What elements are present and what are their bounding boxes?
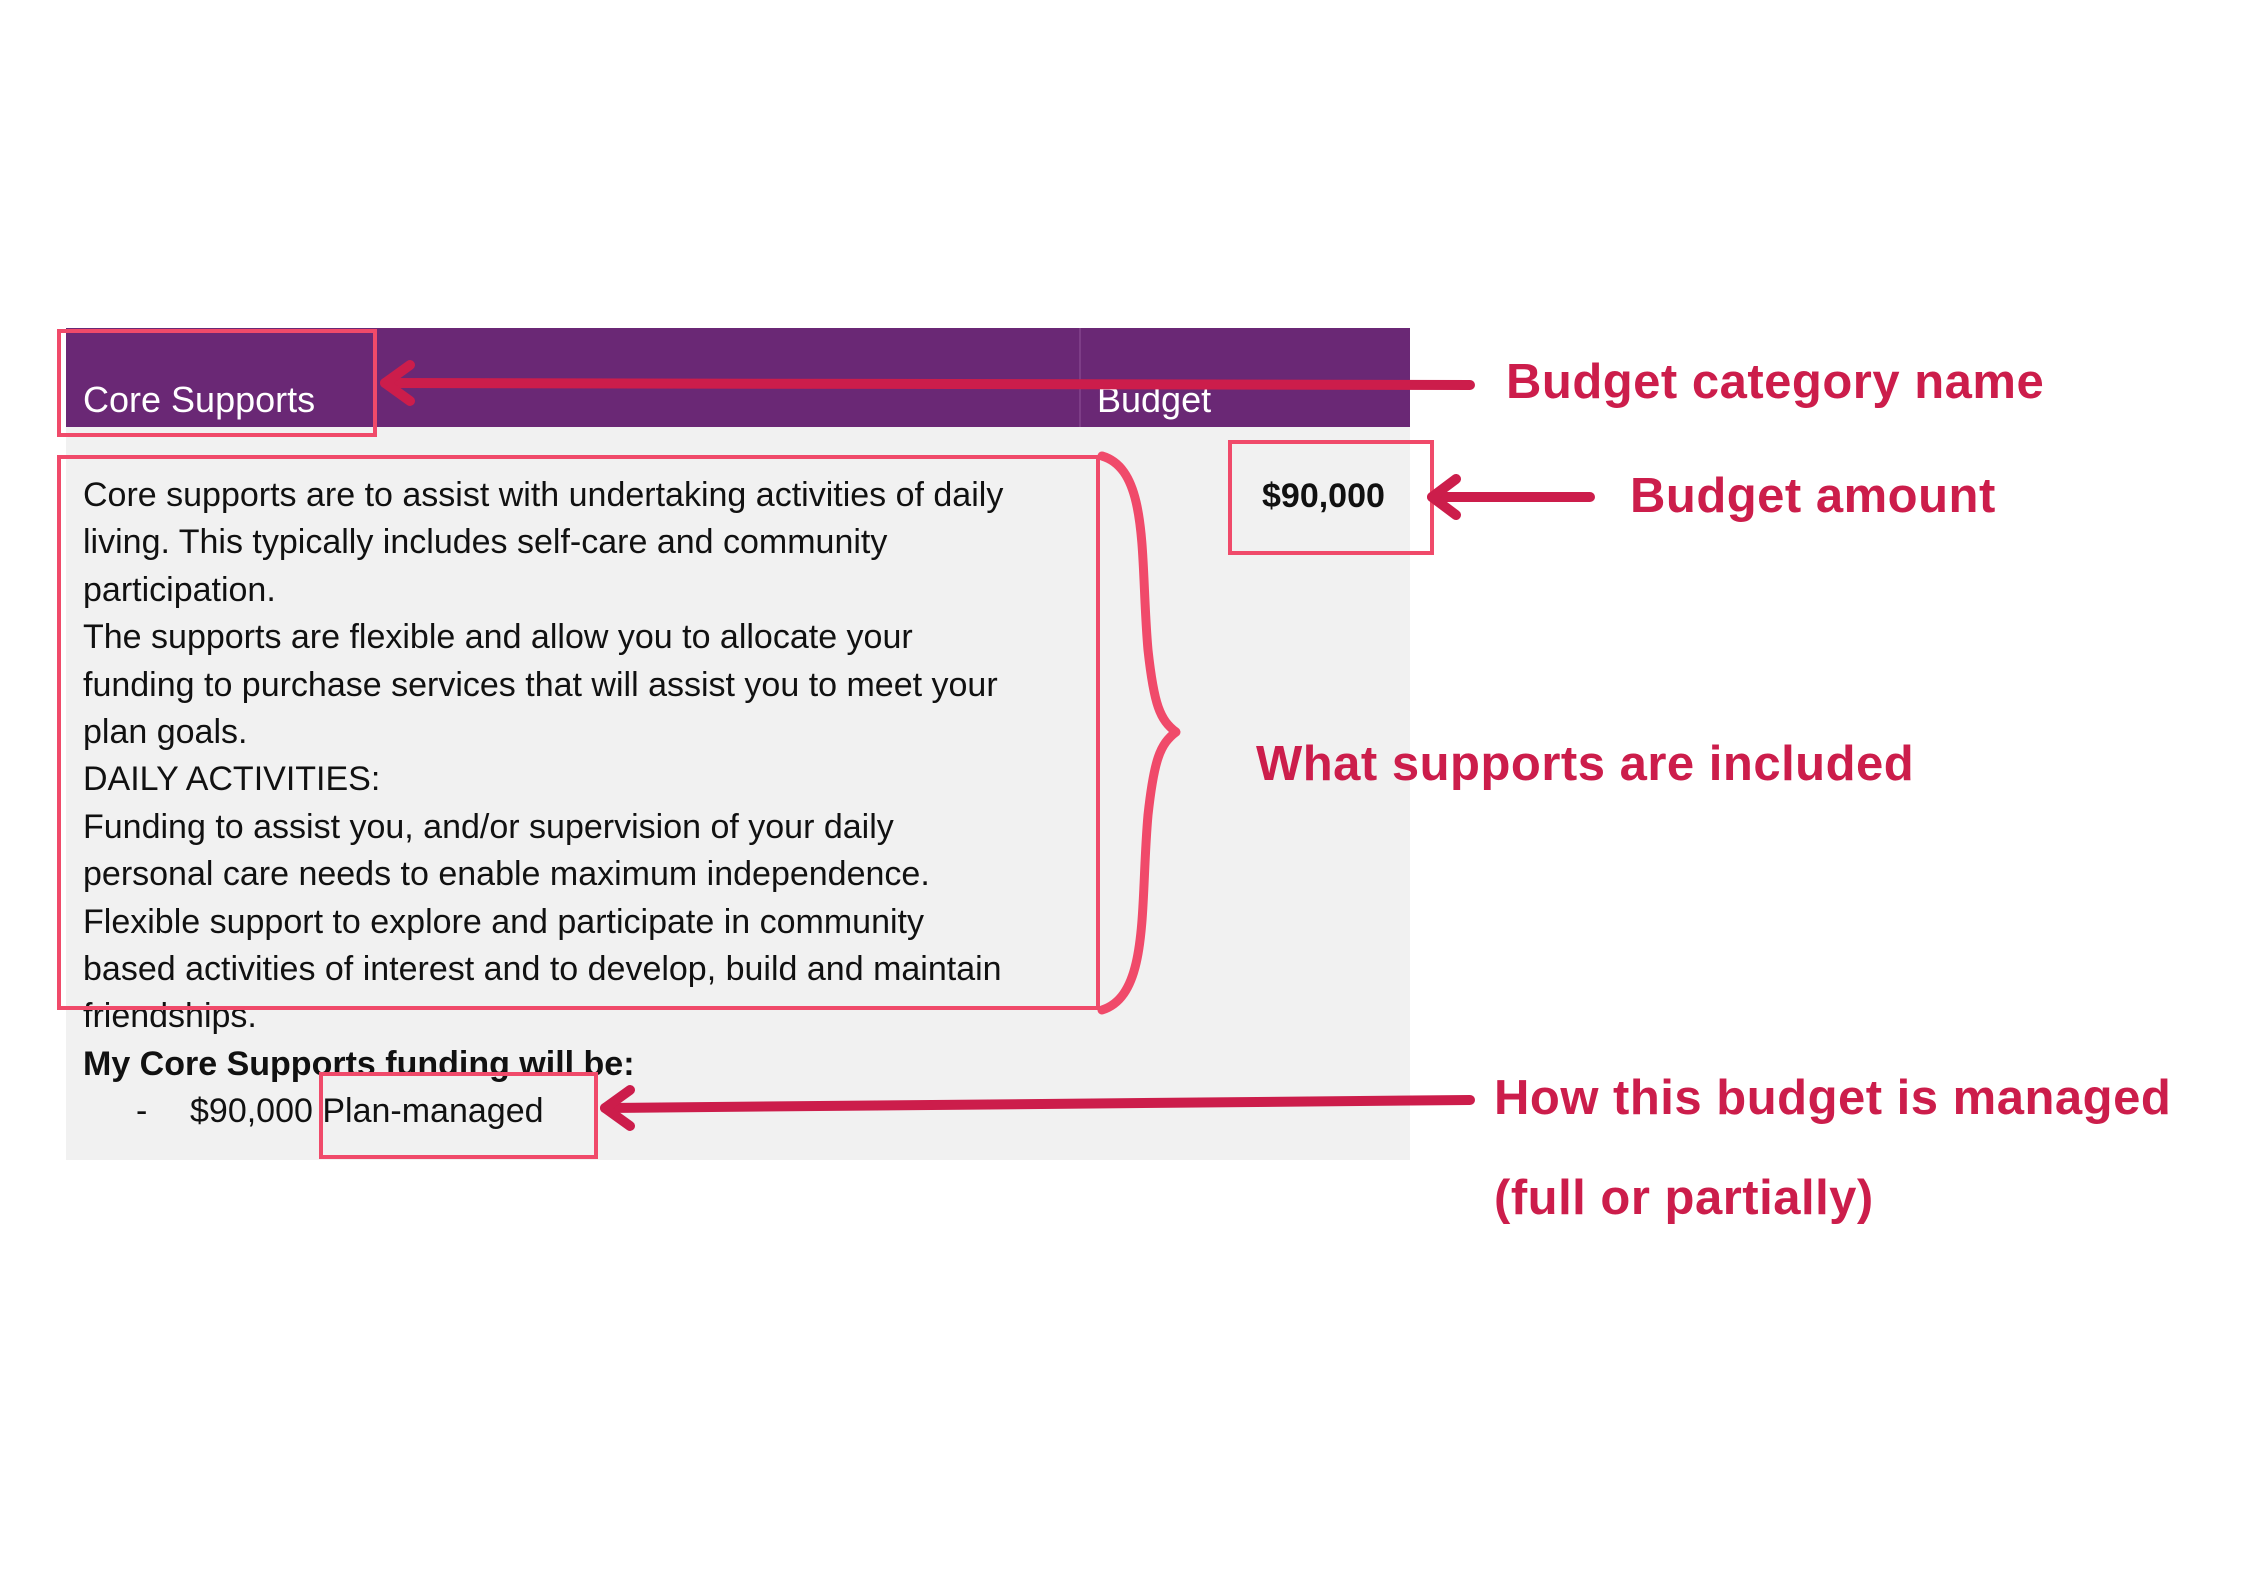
header-category-name: Core Supports xyxy=(83,379,316,420)
description-line: participation. xyxy=(83,570,276,609)
description-line: based activities of interest and to develop, build and maintain xyxy=(83,950,1002,989)
callout-budget-amount: Budget amount xyxy=(1630,469,1996,523)
description-line: Funding to assist you, and/or supervision of your daily xyxy=(83,807,894,846)
bullet-management-type: Plan-managed xyxy=(322,1092,544,1131)
curly-brace xyxy=(1102,456,1176,1010)
budget-amount: $90,000 xyxy=(1262,477,1385,515)
callout-category-name: Budget category name xyxy=(1506,355,2045,409)
arrow-category xyxy=(385,365,1470,401)
callout-managed-line2: (full or partially) xyxy=(1494,1171,1874,1225)
description-line: Flexible support to explore and participate in community xyxy=(83,902,924,941)
description-line: Core supports are to assist with undertaking activities of daily xyxy=(83,476,1004,514)
bullet-amount: $90,000 xyxy=(190,1092,313,1131)
callout-supports-included: What supports are included xyxy=(1256,737,1915,791)
description-line: funding to purchase services that will assist you to meet your xyxy=(83,665,998,704)
arrow-amount xyxy=(1432,479,1590,515)
arrow-management xyxy=(605,1090,1470,1126)
callout-managed-line1: How this budget is managed xyxy=(1494,1071,2172,1125)
description-line: The supports are flexible and allow you to allocate your xyxy=(83,618,913,657)
header-budget-label: Budget xyxy=(1097,379,1212,420)
description-line: friendships. xyxy=(83,997,257,1036)
description-line: DAILY ACTIVITIES: xyxy=(83,760,381,799)
bullet-dash: - xyxy=(136,1092,148,1131)
description-line: plan goals. xyxy=(83,713,248,752)
funding-heading: My Core Supports funding will be: xyxy=(83,1044,635,1083)
description-line: personal care needs to enable maximum independence. xyxy=(83,855,930,894)
description-line: living. This typically includes self-care and community xyxy=(83,523,888,562)
